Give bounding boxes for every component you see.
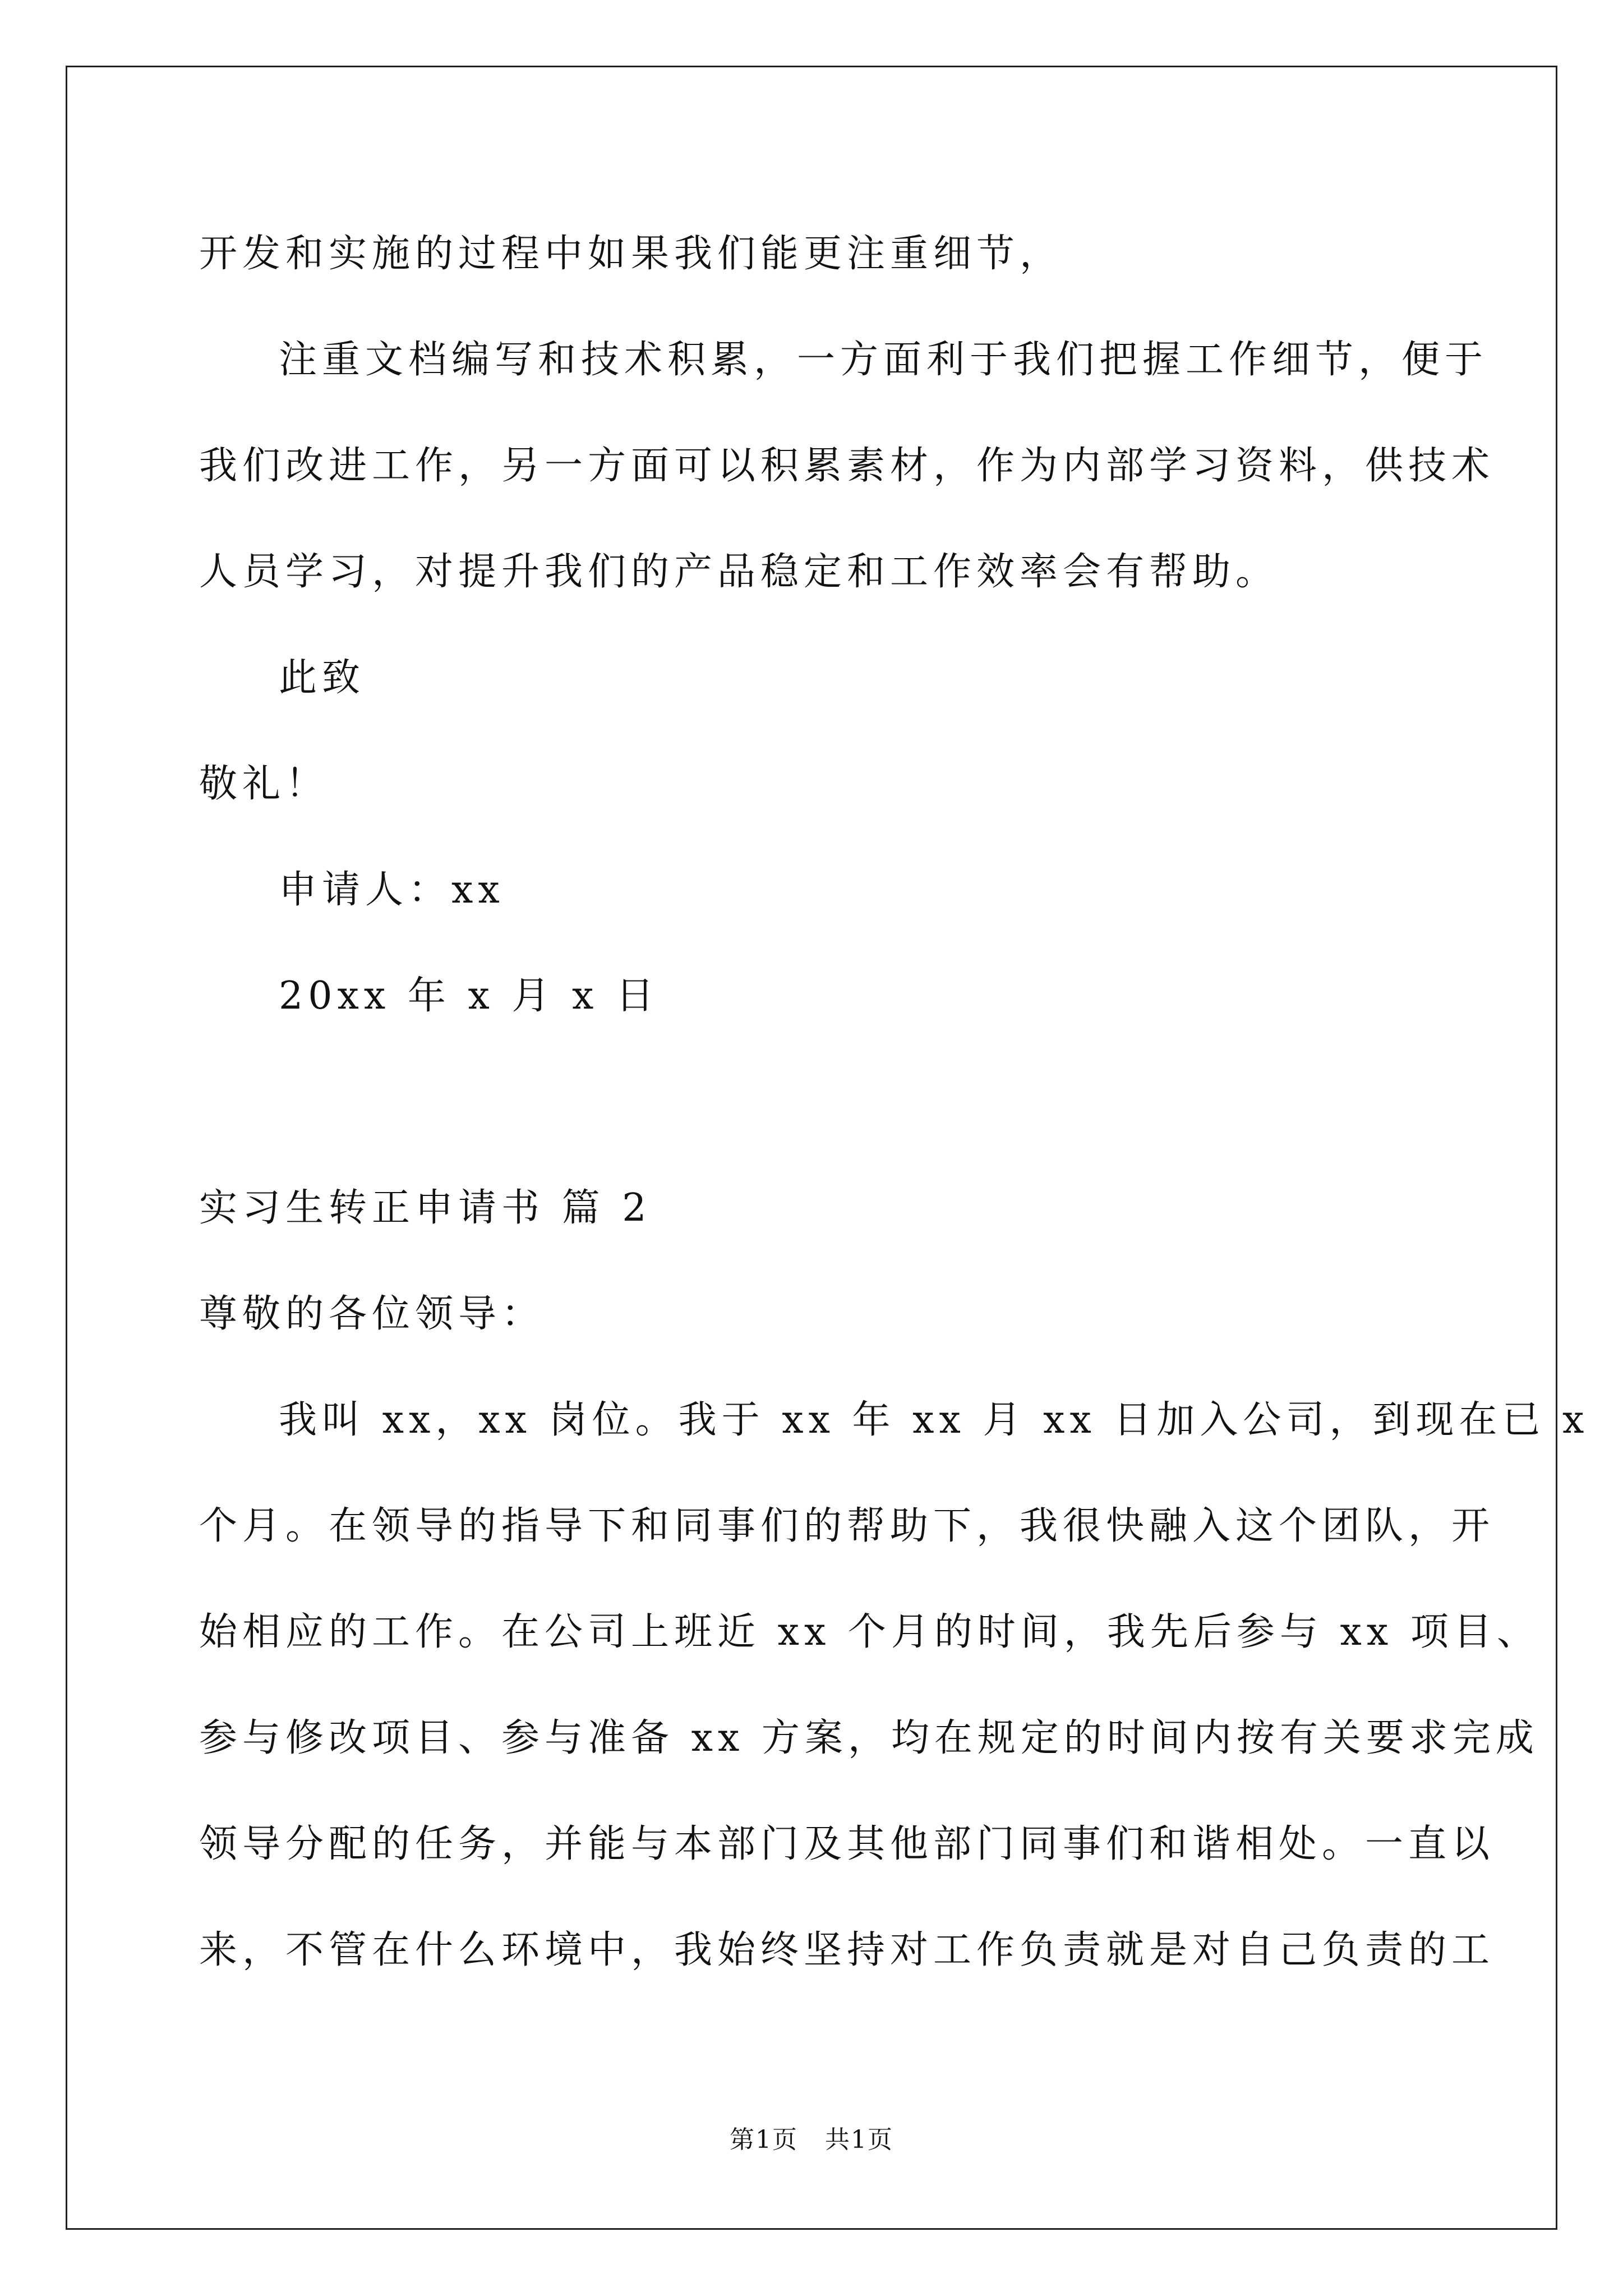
paragraph-line: 注重文档编写和技术积累，一方面利于我们把握工作细节，便于 [279, 338, 1488, 382]
paragraph-line: 始相应的工作。在公司上班近 xx 个月的时间，我先后参与 xx 项目、 [199, 1610, 1540, 1654]
date-line: 20xx 年 x 月 x 日 [279, 974, 660, 1018]
paragraph-line: 领导分配的任务，并能与本部门及其他部门同事们和谐相处。一直以 [199, 1822, 1495, 1866]
greeting: 尊敬的各位领导： [199, 1292, 545, 1336]
page-border [66, 66, 1557, 2230]
paragraph-line: 人员学习，对提升我们的产品稳定和工作效率会有帮助。 [199, 550, 1279, 594]
closing-regards: 敬礼！ [199, 762, 329, 806]
page-footer: 第1页 共1页 [730, 2125, 893, 2154]
paragraph-line: 我们改进工作，另一方面可以积累素材，作为内部学习资料，供技术 [199, 444, 1495, 488]
paragraph-line: 来，不管在什么环境中，我始终坚持对工作负责就是对自己负责的工 [199, 1928, 1495, 1972]
paragraph-line: 个月。在领导的指导下和同事们的帮助下，我很快融入这个团队，开 [199, 1504, 1495, 1548]
paragraph-line: 我叫 xx，xx 岗位。我于 xx 年 xx 月 xx 日加入公司，到现在已 x [279, 1398, 1589, 1442]
paragraph-line: 开发和实施的过程中如果我们能更注重细节， [199, 232, 1063, 276]
applicant-signature: 申请人：xx [279, 868, 505, 912]
closing-salutation: 此致 [279, 656, 366, 700]
section-heading: 实习生转正申请书 篇 2 [199, 1186, 652, 1230]
paragraph-line: 参与修改项目、参与准备 xx 方案，均在规定的时间内按有关要求完成 [199, 1716, 1539, 1760]
